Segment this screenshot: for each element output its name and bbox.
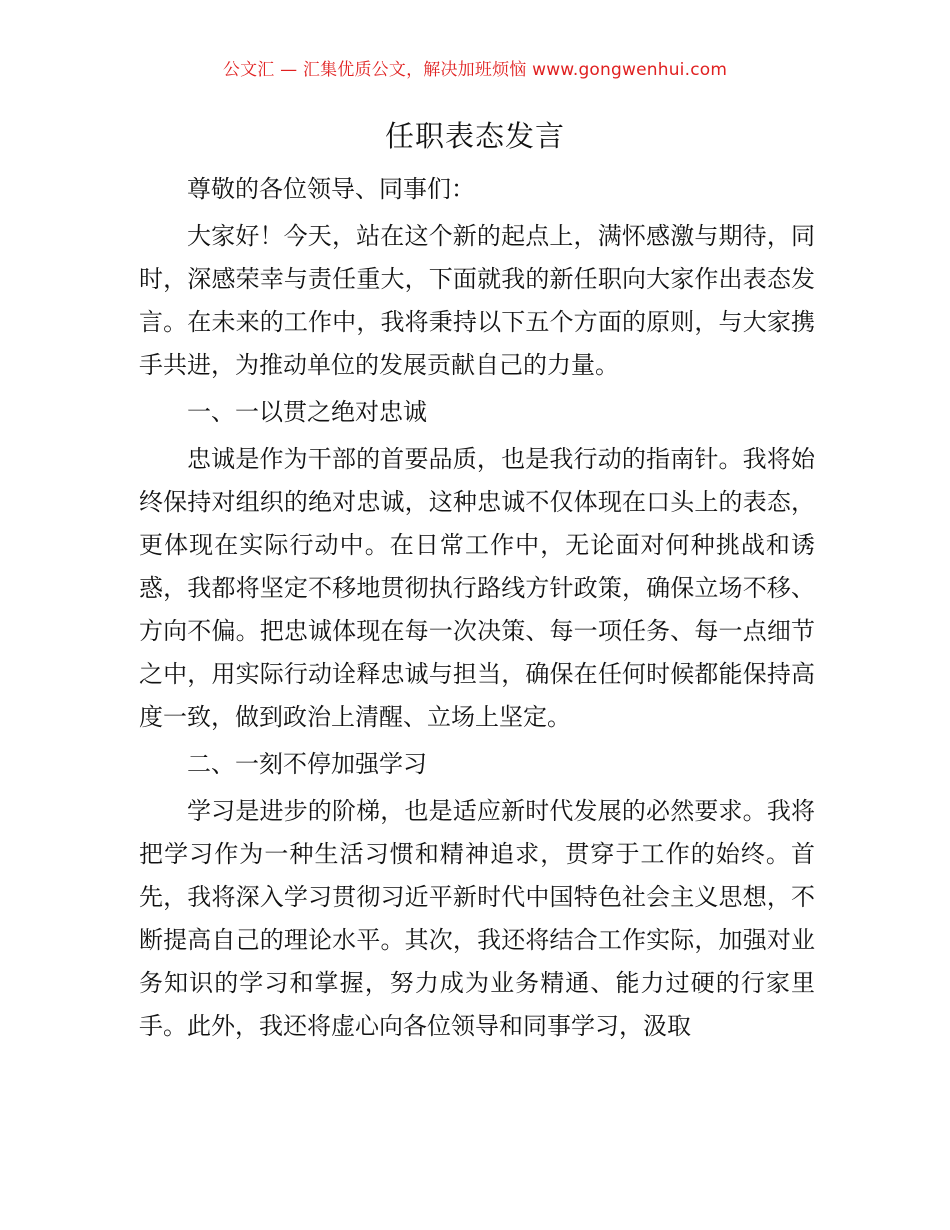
paragraph-loyalty: 忠诚是作为干部的首要品质，也是我行动的指南针。我将始终保持对组织的绝对忠诚，这种忠诚不仅体现在口头上的表态，更体现在实际行动中。在日常工作中，无论面对何种挑战和诱惑，我都将坚定不移地贯彻执行路线方针政策，确保立场不移、方向不偏。把忠诚体现在每一次决策、每一项任务、每一点细节之中，用实际行动诠释忠诚与担当，确保在任何时候都能保持高度一致，做到政治上清醒、立场上坚定。: [139, 445, 815, 731]
document-body: [139, 168, 815, 1052]
section-heading-2: 二、一刻不停加强学习: [187, 750, 427, 778]
paragraph-opening: 大家好！今天，站在这个新的起点上，满怀感激与期待，同时，深感荣幸与责任重大，下面就我的新任职向大家作出表态发言。在未来的工作中，我将秉持以下五个方面的原则，与大家携手共进，为推动单位的发展贡献自己的力量。: [139, 222, 815, 379]
salutation: 尊敬的各位领导、同事们：: [187, 175, 475, 203]
site-banner: 公文汇 — 汇集优质公文，解决加班烦恼 www.gongwenhui.com: [222, 60, 728, 80]
paragraph-learning: 学习是进步的阶梯，也是适应新时代发展的必然要求。我将把学习作为一种生活习惯和精神追求，贯穿于工作的始终。首先，我将深入学习贯彻习近平新时代中国特色社会主义思想，不断提高自己的理论水平。其次，我还将结合工作实际，加强对业务知识的学习和掌握，努力成为业务精通、能力过硬的行家里手。此外，我还将虚心向各位领导和同事学习，汲取: [139, 797, 815, 1040]
document-title: 任职表态发言: [384, 119, 565, 153]
section-heading-1: 一、一以贯之绝对忠诚: [187, 398, 427, 426]
